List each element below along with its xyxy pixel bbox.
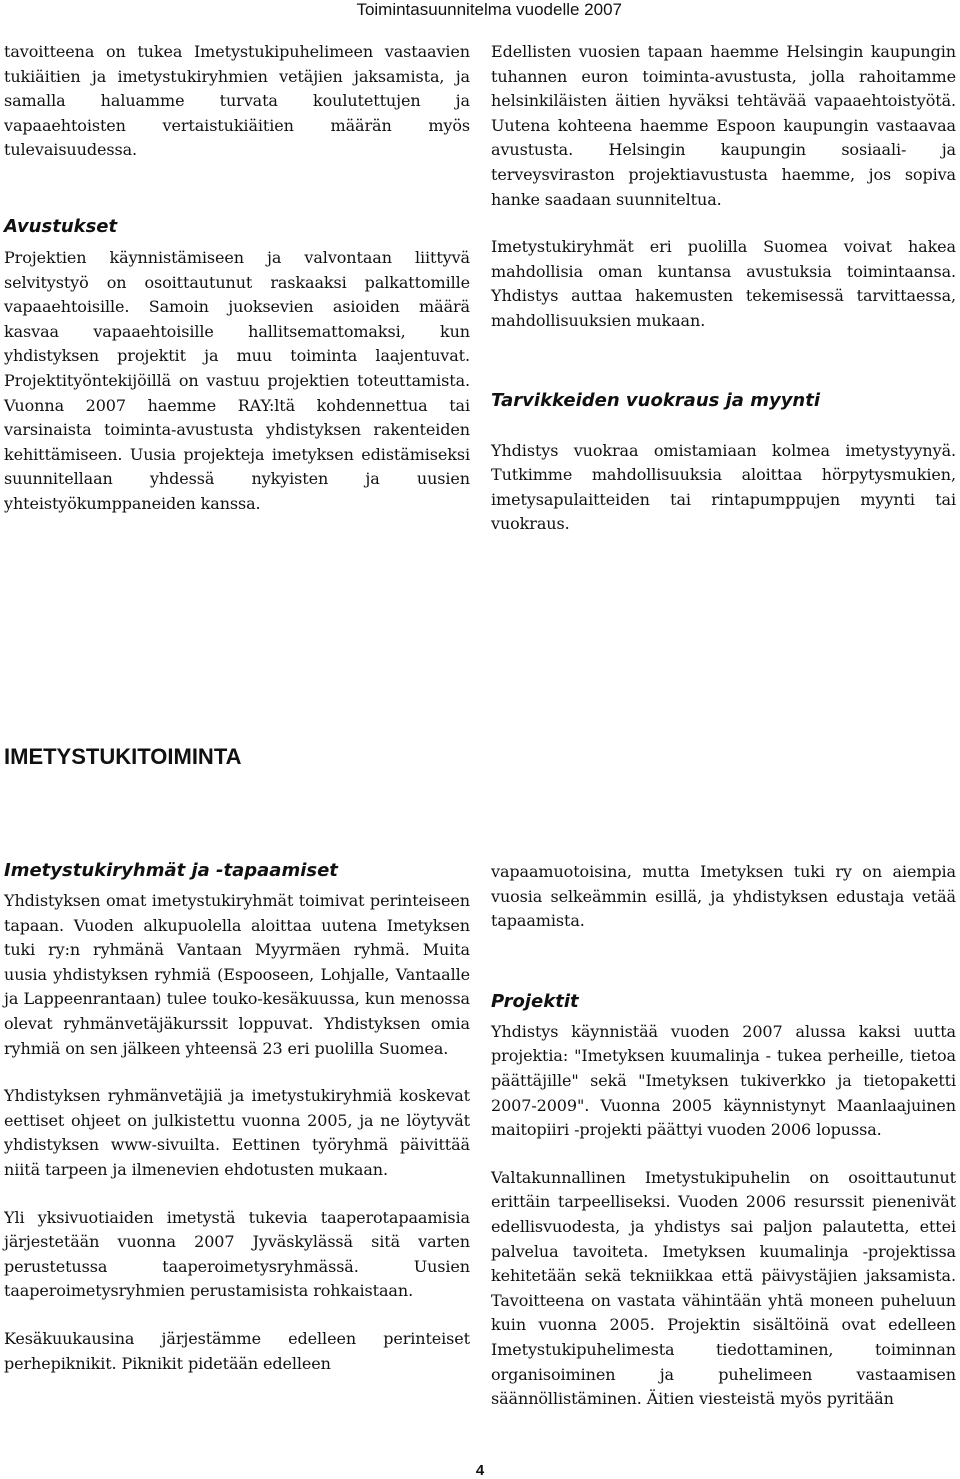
avustukset-heading: Avustukset: [4, 215, 118, 237]
bottom-left-column: [4, 860, 470, 1376]
imetystukiryhmat-heading: Imetystukiryhmät ja -tapaamiset: [4, 860, 338, 881]
picnic-paragraph: Kesäkuukausina järjestämme edelleen perinteiset perhepiknikit. Piknikit pidetään edelleen: [4, 1328, 470, 1373]
bottom-right-column: [491, 860, 956, 1412]
page-number: 4: [475, 1462, 485, 1479]
municipal-grant-paragraph: Imetystukiryhmät eri puolilla Suomea voivat hakea mahdollisia oman kuntansa avustuksia toimintaansa. Yhdistys auttaa hakemusten tekemisessä tarvittaessa, mahdollisuuksien mukaan.: [491, 237, 956, 330]
tarvikkeet-heading: Tarvikkeiden vuokraus ja myynti: [491, 389, 821, 411]
top-right-column: [491, 40, 956, 537]
top-left-column: [4, 40, 470, 517]
ethics-paragraph: Yhdistyksen ryhmänvetäjiä ja imetystukiryhmiä koskevat eettiset ohjeet on julkistettu vuonna 2005, ja ne löytyvät yhdistyksen www-sivuilta. Eettinen työryhmä päivittää niitä tarpeen ja ilmenevien ehdotusten mukaan.: [4, 1086, 470, 1179]
avustukset-paragraph: Projektien käynnistämiseen ja valvontaan liittyvä selvitystyö on osoittautunut raskaaksi palkattomille vapaaehtoisille. Samoin juoksevien asioiden määrä kasvaa vapaaehtoisille hallitsemattomaksi, kun yhdistyksen projektit ja muu toiminta laajentuvat. Projektityöntekijöillä on vastuu projektien toteuttamista. Vuonna 2007 haemme RAY:ltä kohdennettua tai varsinaista toiminta-avustusta yhdistyksen rakenteiden kehittämiseen. Uusia projekteja imetyksen edistämiseksi suunnitellaan yhdessä nykyisten ja uusien yhteistyökumppaneiden kanssa.: [4, 247, 470, 513]
helsinki-grant-paragraph: Edellisten vuosien tapaan haemme Helsingin kaupungin tuhannen euron toiminta-avustusta, jolla rahoitamme helsinkiläisten äitien hyväksi tehtävää vapaaehtoistyötä. Uutena kohteena haemme Espoon kaupungin vastaavaa avustusta. Helsingin kaupungin sosiaali- ja terveysviraston projektiavustusta haemme, jos sopiva hanke saadaan suunniteltua.: [491, 42, 956, 209]
projektit-heading: Projektit: [491, 990, 579, 1012]
tarvikkeet-paragraph: Yhdistys vuokraa omistamiaan kolmea imetystyynyä. Tutkimme mahdollisuuksia aloittaa hörpytysmukien, imetysapulaitteiden tai rintapumppujen myynti tai vuokraus.: [491, 440, 956, 534]
projects-paragraph: Yhdistys käynnistää vuoden 2007 alussa kaksi uutta projektia: "Imetyksen kuumalinja - tukea perheille, tietoa päättäjille" sekä "Imetyksen tukiverkko ja tietopaketti 2007-2009". Vuonna 2005 käynnistynyt Maanlaajuinen maitopiiri -projekti päättyi vuoden 2006 lopussa.: [491, 1021, 956, 1140]
groups-paragraph: Yhdistyksen omat imetystukiryhmät toimivat perinteiseen tapaan. Vuoden alkupuolella aloittaa uutena Imetyksen tuki ry:n ryhmänä Vantaan Myyrmäen ryhmä. Muita uusia yhdistyksen ryhmiä (Espooseen, Lohjalle, Vantaalle ja Lappeenrantaan) tulee touko-kesäkuussa, kun menossa olevat ryhmänvetäjäkurssit loppuvat. Yhdistyksen omia ryhmiä on sen jälkeen yhteensä 23 eri puolilla Suomea.: [4, 891, 470, 1058]
running-header: Toimintasuunnitelma vuodelle 2007: [356, 0, 622, 19]
intro-paragraph: tavoitteena on tukea Imetystukipuhelimeen vastaavien tukiäitien ja imetystukiryhmien vetäjien jaksamista, ja samalla haluamme turvata koulutettujen ja vapaaehtoisten vertaistukiäitien määrän myös tulevaisuudessa.: [4, 42, 470, 160]
section-title: IMETYSTUKITOIMINTA: [4, 744, 242, 769]
helpline-paragraph: Valtakunnallinen Imetystukipuhelin on osoittautunut erittäin tarpeelliseksi. Vuoden 2006 resurssit pienenivät edellisvuodesta, ja yhdistys sai paljon palautetta, ettei palvelua tavoiteta. Imetyksen kuumalinja -projektissa kehitetään sekä tekniikkaa että päivystäjien jaksamista. Tavoitteena on vastata vähintään yhtä moneen puheluun kuin vuonna 2005. Projektin sisältöinä ovat edelleen Imetystukipuhelimesta tiedottaminen, toiminnan organisoiminen ja puhelimeen vastaamisen säännöllistäminen. Äitien viesteistä myös pyritään: [491, 1167, 956, 1409]
toddler-paragraph: Yli yksivuotiaiden imetystä tukevia taaperotapaamisia järjestetään vuonna 2007 Jyväskylässä sitä varten perustetussa taaperoimetysryhmässä. Uusien taaperoimetysryhmien perustamisista rohkaistaan.: [4, 1207, 470, 1301]
picnic-continued-paragraph: vapaamuotoisina, mutta Imetyksen tuki ry on aiempia vuosia selkeämmin esillä, ja yhdistyksen edustaja vetää tapaamista.: [491, 862, 956, 931]
